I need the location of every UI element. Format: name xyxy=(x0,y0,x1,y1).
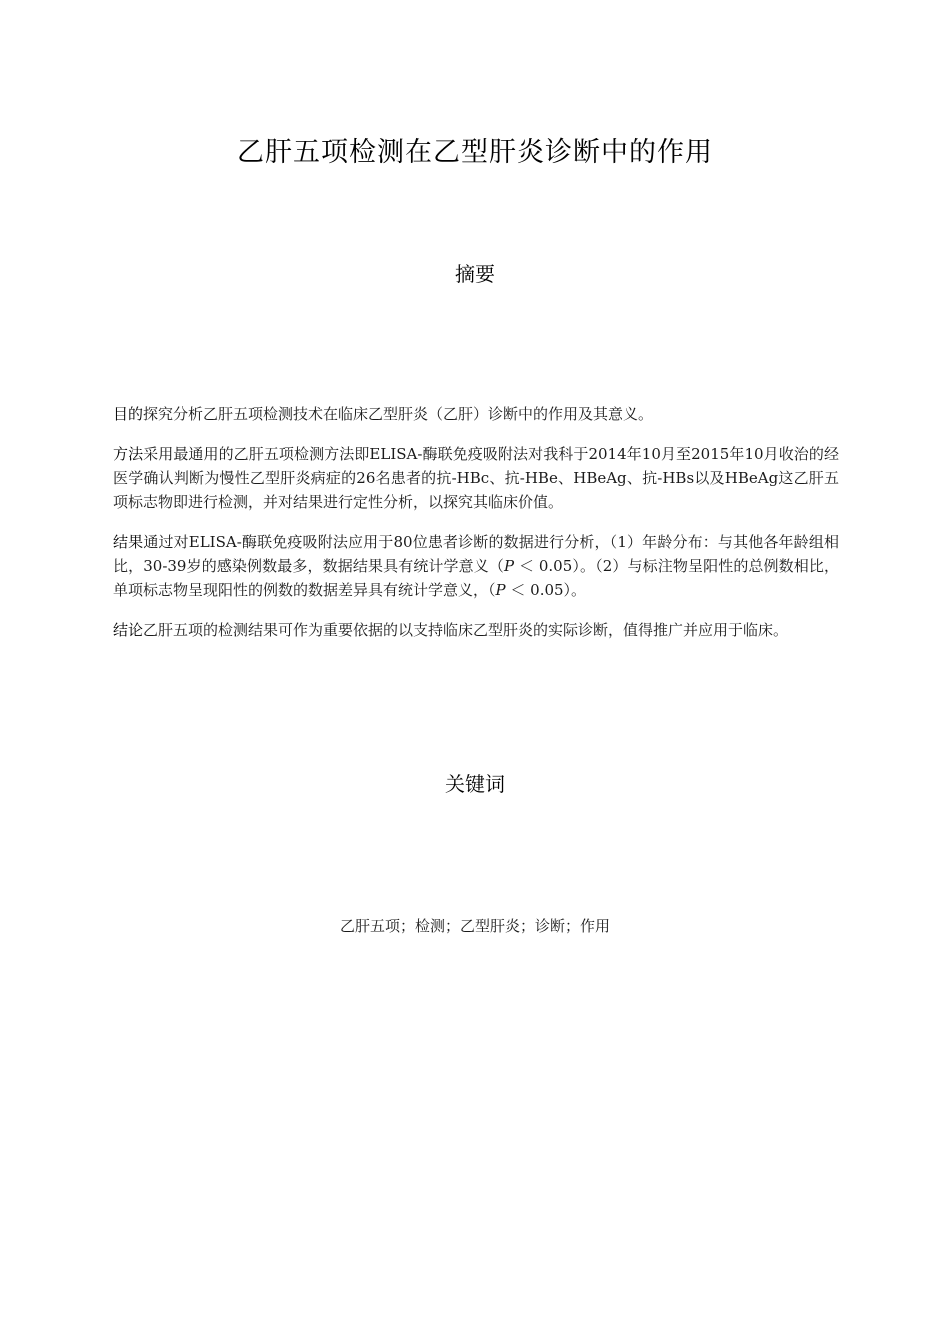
keywords-heading: 关键词 xyxy=(445,772,505,796)
abstract-heading: 摘要 xyxy=(455,262,495,286)
result-paragraph xyxy=(113,530,839,602)
keywords-list: 乙肝五项；检测；乙型肝炎；诊断；作用 xyxy=(339,917,610,935)
result-text-part-1: 通过对ELISA-酶联免疫吸附法应用于80位患者诊断的数据进行分析，（1）年龄分布：与其他各年龄组相比，30-39岁的感染例数最多，数据结果具有统计学意义（ xyxy=(113,533,839,575)
result-text-part-2: ＜ 0.05）。（2）与标注物呈阳性的总例数相比，单项标志物呈现阳性的例数的数据差异具有统计学意义，（ xyxy=(113,557,840,599)
conclusion-label: 结论 xyxy=(113,621,144,639)
method-text: 采用最通用的乙肝五项检测方法即ELISA-酶联免疫吸附法对我科于2014年10月至2015年10月收治的经医学确认判断为慢性乙型肝炎病症的26名患者的抗-HBc、抗-HBe、HBeAg、抗-HBs以及HBeAg这乙肝五项标志物即进行检测，并对结果进行定性分析，以探究其临床价值。 xyxy=(113,445,839,511)
result-text-part-3: ＜ 0.05）。 xyxy=(505,581,587,599)
document-title: 乙肝五项检测在乙型肝炎诊断中的作用 xyxy=(237,137,713,168)
method-paragraph xyxy=(113,442,839,514)
conclusion-text: 乙肝五项的检测结果可作为重要依据的以支持临床乙型肝炎的实际诊断，值得推广并应用于临床。 xyxy=(143,621,789,639)
abstract-body xyxy=(113,402,839,658)
objective-text: 探究分析乙肝五项检测技术在临床乙型肝炎（乙肝）诊断中的作用及其意义。 xyxy=(143,405,654,423)
result-p-symbol-1: P xyxy=(504,557,515,575)
result-label: 结果 xyxy=(113,533,144,551)
result-p-symbol-2: P xyxy=(495,581,506,599)
method-label: 方法 xyxy=(113,445,144,463)
objective-label: 目的 xyxy=(113,405,144,423)
conclusion-paragraph xyxy=(113,618,839,642)
objective-paragraph xyxy=(113,402,839,426)
